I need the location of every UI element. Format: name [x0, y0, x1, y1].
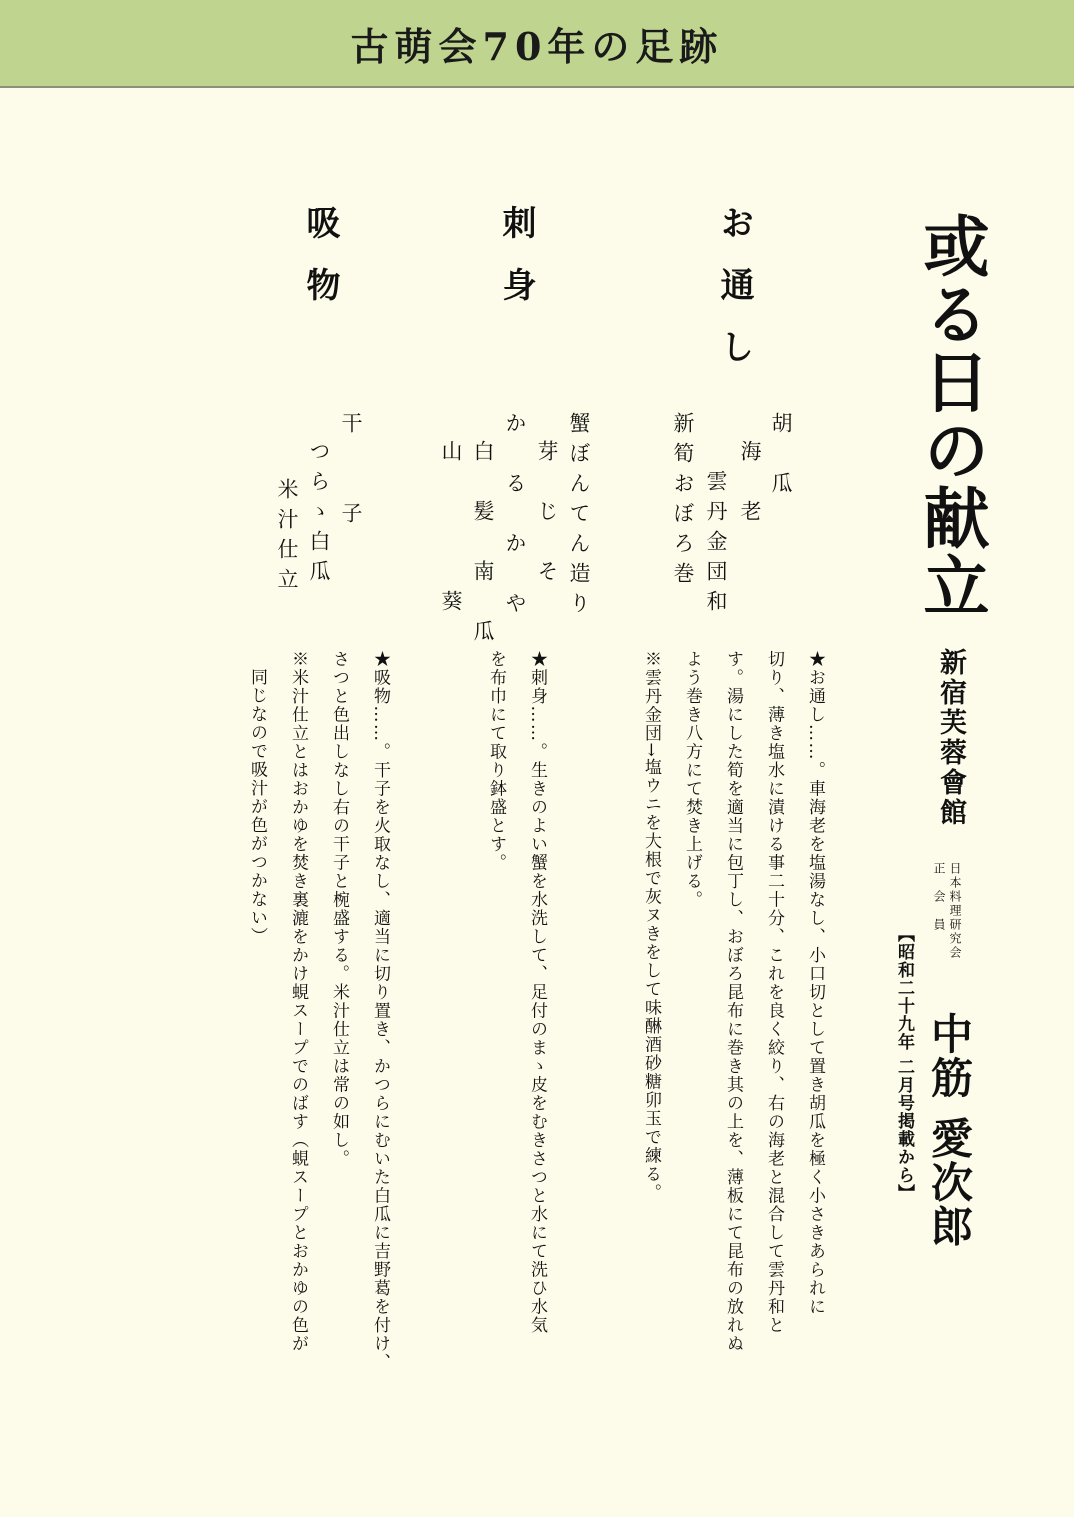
menu-item: 雲丹金団和	[704, 470, 728, 620]
venue-name: 新宿芙蓉會館	[935, 648, 966, 828]
note-line: ★吸物……。干子を火取なし、適当に切り置き、かつらにむいた白瓜に吉野葛を付け、	[370, 650, 390, 1372]
course-heading-otoshi: お通し	[714, 205, 754, 391]
menu-item: 米汁仕立	[275, 478, 299, 598]
note-line: 切り、薄き塩水に漬ける事二十分、これを良く絞り、右の海老と混合して雲丹和と	[764, 650, 784, 1335]
publication-note: 【昭和二十九年 二月号掲載から】	[894, 925, 914, 1202]
author-name: 中筋 愛次郎	[925, 1012, 974, 1249]
note-line: す。湯にした筍を適当に包丁し、おぼろ昆布に巻き其の上を、薄板にて昆布の放れぬ	[723, 650, 743, 1353]
note-line: よう巻き八方にて焚き上げる。	[682, 650, 702, 909]
note-line: ※雲丹金団→塩ウニを大根で灰ヌきをして味醂酒砂糖卯玉で練る。	[641, 650, 661, 1203]
course-heading-sashimi: 刺身	[496, 205, 536, 329]
menu-item: 芽 じ そ	[535, 440, 559, 590]
note-line: ★お通し……。車海老を塩湯なし、小口切として置き胡瓜を極く小さきあられに	[805, 650, 825, 1316]
member-rank: 正 会 員	[932, 862, 946, 932]
article-title: 或る日の献立	[912, 212, 990, 620]
header-banner	[0, 0, 1074, 88]
note-line: を布巾にて取り鉢盛とす。	[486, 650, 506, 872]
course-heading-suimono: 吸物	[300, 205, 340, 329]
banner-title: 古萌会70年の足跡	[350, 23, 724, 69]
association-name: 日本料理研究会	[948, 862, 962, 960]
note-line: 同じなので吸汁が色がつかない）	[247, 668, 267, 946]
note-line: ※米汁仕立とはおかゆを焚き裏漉をかけ蜆スープでのばす（蜆スープとおかゆの色が	[288, 650, 308, 1353]
menu-item: 山 葵	[439, 440, 463, 620]
menu-item: 干 子	[339, 412, 363, 532]
menu-item: つらゝ白瓜	[307, 440, 331, 590]
menu-item: 海 老	[738, 440, 762, 530]
menu-item: 蟹ぼんてん造り	[567, 412, 591, 622]
menu-item: 白 髪 南 瓜	[471, 440, 495, 650]
menu-item: 胡 瓜	[769, 412, 793, 502]
note-line: ★刺身……。生きのよい蟹を水洗して、足付のまゝ皮をむきさつと水にて洗ひ水気	[527, 650, 547, 1335]
note-line: さつと色出しなし右の干子と椀盛する。米汁仕立は常の如し。	[329, 650, 349, 1168]
menu-item: 新筍おぼろ巻	[671, 412, 695, 592]
menu-item: か る か や	[503, 412, 527, 622]
